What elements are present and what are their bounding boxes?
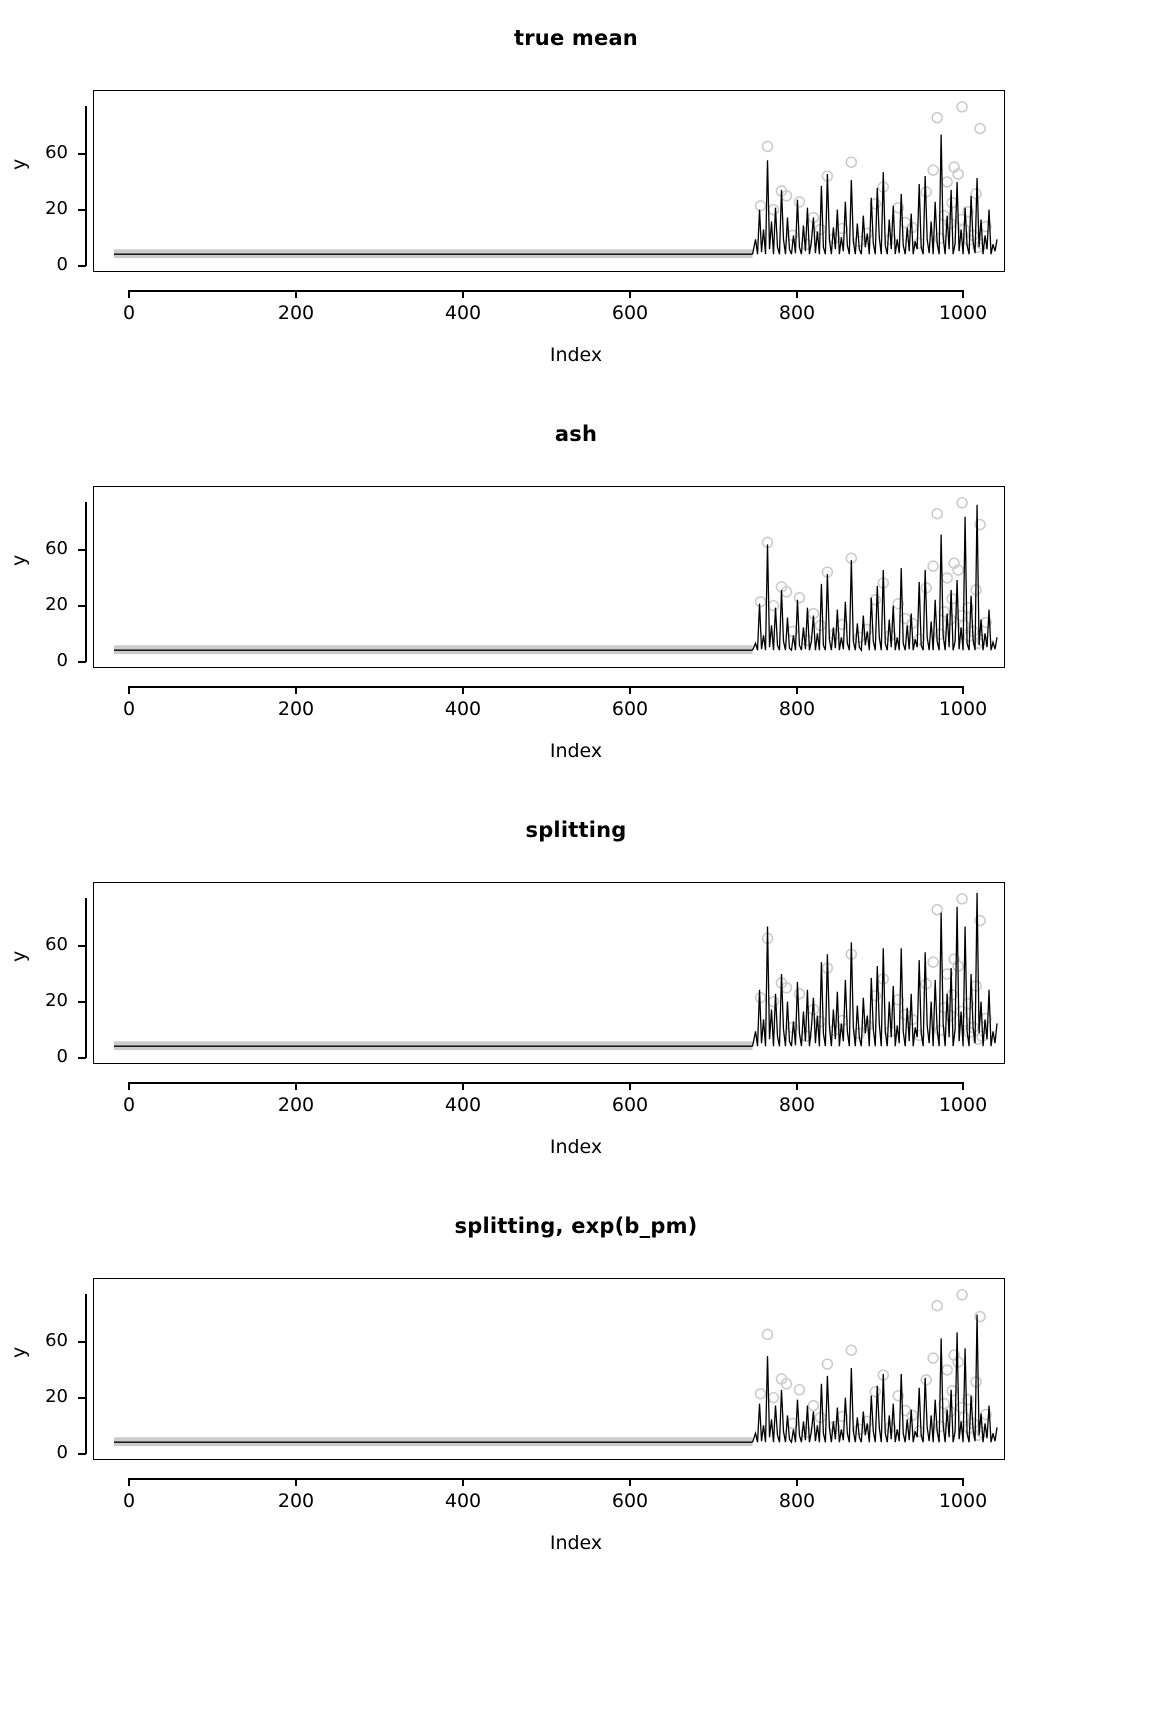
x-tick-1000 [962,1478,964,1486]
x-tick-label-400: 400 [444,302,482,324]
x-tick-label-200: 200 [277,302,315,324]
panel-true-mean [0,0,1152,432]
x-tick-200 [295,1478,297,1486]
x-tick-800 [796,1082,798,1090]
y-tick-label-0: 0 [56,254,68,275]
x-axis [128,1082,963,1084]
x-tick-1000 [962,1082,964,1090]
fitted-line [114,1315,997,1443]
y-tick-20 [78,1001,86,1003]
x-tick-label-200: 200 [277,1094,315,1116]
y-tick-label-0: 0 [56,1442,68,1463]
x-tick-label-400: 400 [444,1490,482,1512]
x-tick-label-800: 800 [778,1094,816,1116]
y-axis-title: y [8,950,30,962]
y-tick-label-0: 0 [56,1046,68,1067]
x-tick-400 [462,1478,464,1486]
x-axis [128,290,963,292]
y-tick-label-20: 20 [45,198,68,219]
x-axis-title: Index [549,740,603,762]
y-tick-20 [78,1397,86,1399]
x-tick-label-800: 800 [778,1490,816,1512]
x-tick-0 [128,1478,130,1486]
y-tick-20 [78,209,86,211]
x-tick-label-200: 200 [277,698,315,720]
x-tick-200 [295,686,297,694]
plot-svg-splitting [94,883,1004,1063]
x-axis [128,1478,963,1480]
x-tick-800 [796,686,798,694]
x-tick-200 [295,290,297,298]
x-tick-0 [128,686,130,694]
x-tick-label-200: 200 [277,1490,315,1512]
x-tick-1000 [962,290,964,298]
x-tick-1000 [962,686,964,694]
y-axis [85,1294,87,1454]
x-tick-600 [629,686,631,694]
panel-title: true mean [514,26,638,50]
plot-area [93,486,1005,668]
panel-splitting-exp-b-pm [0,1188,1152,1620]
y-tick-label-60: 60 [45,538,68,559]
x-tick-400 [462,1082,464,1090]
panel-ash [0,396,1152,828]
x-tick-label-1000: 1000 [938,1094,988,1116]
y-tick-label-20: 20 [45,594,68,615]
y-tick-0 [78,265,86,267]
panel-title: splitting, exp(b_pm) [454,1214,698,1238]
plot-svg-true-mean [94,91,1004,271]
y-tick-label-20: 20 [45,1386,68,1407]
x-tick-label-0: 0 [122,302,136,324]
fitted-line [114,505,997,650]
plot-area [93,1278,1005,1460]
x-tick-label-800: 800 [778,698,816,720]
x-tick-label-0: 0 [122,698,136,720]
x-tick-200 [295,1082,297,1090]
x-tick-label-1000: 1000 [938,698,988,720]
x-tick-label-0: 0 [122,1094,136,1116]
y-tick-0 [78,1057,86,1059]
x-axis-title: Index [549,1532,603,1554]
plot-area [93,882,1005,1064]
x-tick-label-0: 0 [122,1490,136,1512]
panel-title: splitting [525,818,627,842]
x-tick-label-600: 600 [611,1094,649,1116]
x-tick-800 [796,1478,798,1486]
y-tick-0 [78,661,86,663]
panel-splitting [0,792,1152,1224]
y-tick-label-60: 60 [45,142,68,163]
x-tick-label-1000: 1000 [938,302,988,324]
y-tick-label-20: 20 [45,990,68,1011]
y-tick-60 [78,549,86,551]
x-tick-label-600: 600 [611,302,649,324]
y-tick-0 [78,1453,86,1455]
x-axis-title: Index [549,344,603,366]
y-axis [85,898,87,1058]
x-tick-label-400: 400 [444,698,482,720]
x-tick-label-400: 400 [444,1094,482,1116]
y-tick-20 [78,605,86,607]
y-tick-60 [78,945,86,947]
x-tick-400 [462,290,464,298]
y-tick-60 [78,1341,86,1343]
x-tick-400 [462,686,464,694]
x-tick-600 [629,1082,631,1090]
plot-svg-splitting-exp [94,1279,1004,1459]
x-tick-label-800: 800 [778,302,816,324]
x-axis-title: Index [549,1136,603,1158]
fitted-line [114,893,997,1046]
plot-svg-ash [94,487,1004,667]
y-tick-label-60: 60 [45,1330,68,1351]
y-axis-title: y [8,554,30,566]
panel-title: ash [554,422,598,446]
x-tick-label-600: 600 [611,698,649,720]
x-tick-600 [629,1478,631,1486]
plot-area [93,90,1005,272]
x-tick-label-600: 600 [611,1490,649,1512]
x-tick-600 [629,290,631,298]
y-axis-title: y [8,1346,30,1358]
x-tick-label-1000: 1000 [938,1490,988,1512]
y-axis [85,502,87,662]
x-tick-0 [128,290,130,298]
x-tick-0 [128,1082,130,1090]
y-tick-label-0: 0 [56,650,68,671]
x-axis [128,686,963,688]
y-axis-title: y [8,158,30,170]
y-tick-label-60: 60 [45,934,68,955]
y-tick-60 [78,153,86,155]
fitted-line [114,135,997,255]
y-axis [85,106,87,266]
x-tick-800 [796,290,798,298]
